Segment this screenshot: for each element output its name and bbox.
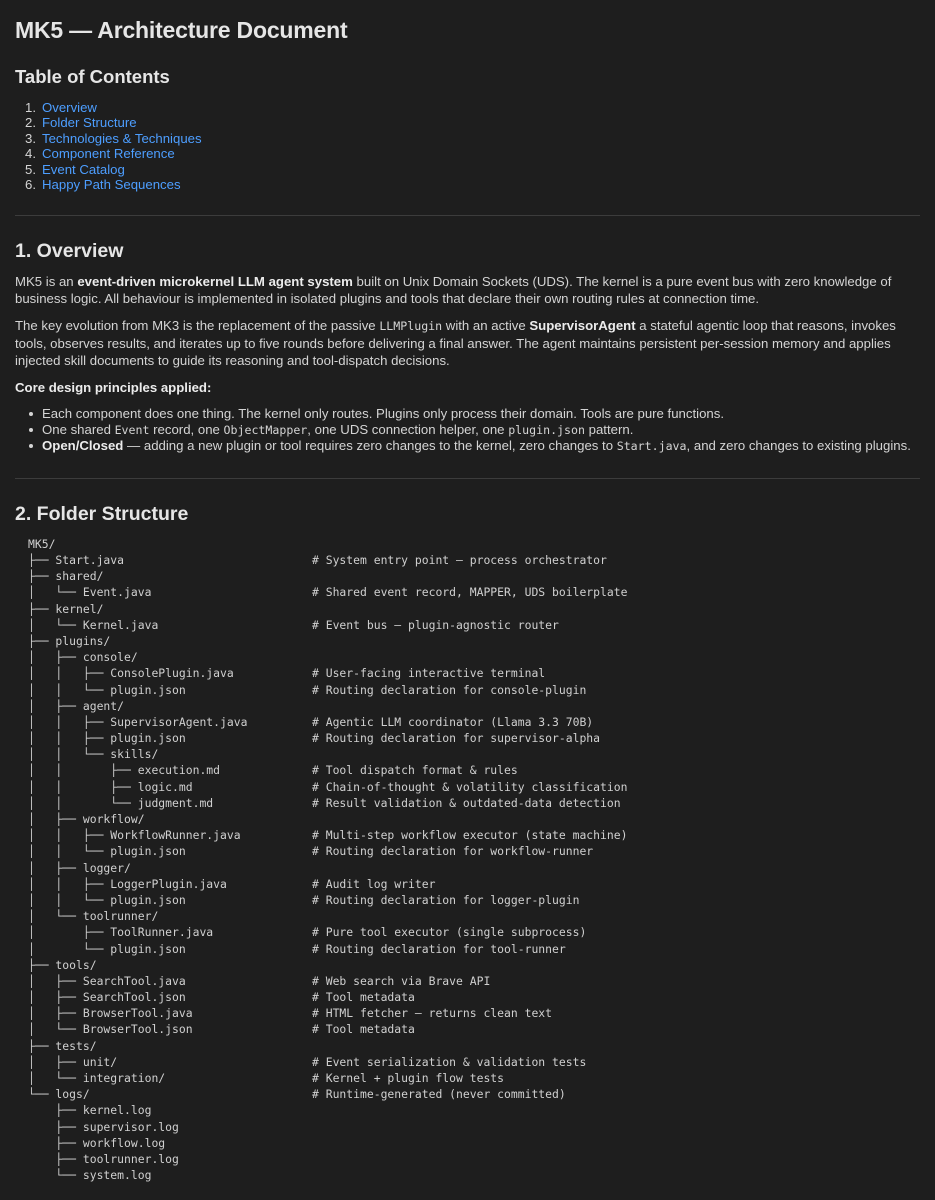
tree-comment: # Chain-of-thought & volatility classification xyxy=(312,779,628,794)
tree-row xyxy=(28,1021,920,1037)
text: , one UDS connection helper, one xyxy=(307,421,509,437)
tree-path: │ └── plugin.json xyxy=(28,941,186,956)
toc-link-folder-structure[interactable]: Folder Structure xyxy=(42,115,137,131)
tree-path: ├── workflow.log xyxy=(28,1135,166,1150)
tree-row xyxy=(28,682,920,698)
tree-row xyxy=(28,892,920,908)
tree-path: │ ├── SearchTool.java xyxy=(28,973,186,988)
tree-path: │ ├── unit/ xyxy=(28,1054,118,1069)
text: The key evolution from MK3 is the replacement of the passive xyxy=(15,318,380,334)
text: a stateful agentic loop that reasons, invokes tools, observes results, and iterates up to five rounds before delivering a final answer. The agent maintains persistent per-session memory and applies injected skill documents to guide its reasoning and tool-dispatch decisions. xyxy=(15,318,896,369)
tree-path: ├── tests/ xyxy=(28,1038,97,1053)
section-divider xyxy=(15,478,920,479)
tree-row xyxy=(28,941,920,957)
tree-row xyxy=(28,827,920,843)
tree-row xyxy=(28,908,920,924)
toc-link-happy-path[interactable]: Happy Path Sequences xyxy=(42,176,181,192)
overview-paragraph-1 xyxy=(15,273,920,307)
tree-path: └── logs/ xyxy=(28,1087,90,1102)
toc-item: 4. Component Reference xyxy=(25,146,175,162)
tree-row xyxy=(28,795,920,811)
inline-code: LLMPlugin xyxy=(379,319,443,334)
toc-link-overview[interactable]: Overview xyxy=(42,100,97,115)
bold-text: Open/Closed xyxy=(42,438,124,454)
tree-comment: # Agentic LLM coordinator (Llama 3.3 70B) xyxy=(312,714,594,729)
bold-text: event-driven microkernel LLM agent system xyxy=(77,274,353,290)
tree-row xyxy=(28,973,920,989)
text: record, one xyxy=(149,421,224,437)
tree-comment: # Result validation & outdated-data detection xyxy=(312,795,621,810)
tree-comment: # System entry point — process orchestrator xyxy=(312,553,607,568)
overview-paragraph-2 xyxy=(15,317,920,369)
tree-path: ├── shared/ xyxy=(28,569,104,584)
tree-path: │ │ └── plugin.json xyxy=(28,892,186,907)
tree-row xyxy=(28,1070,920,1086)
tree-path: ├── kernel/ xyxy=(28,601,104,616)
text: One shared xyxy=(42,421,115,437)
table-of-contents xyxy=(15,100,920,192)
tree-comment: # Event bus — plugin-agnostic router xyxy=(312,617,559,632)
tree-path: │ └── integration/ xyxy=(28,1071,166,1086)
tree-path: │ ├── logger/ xyxy=(28,860,131,875)
tree-row xyxy=(28,698,920,714)
tree-comment: # Kernel + plugin flow tests xyxy=(312,1071,505,1086)
tree-path: ├── tools/ xyxy=(28,957,97,972)
tree-row xyxy=(28,633,920,649)
tree-path: │ │ ├── logic.md xyxy=(28,779,193,794)
tree-row xyxy=(28,552,920,568)
tree-path: │ ├── ToolRunner.java xyxy=(28,925,214,940)
toc-item: 2. Folder Structure xyxy=(25,115,137,131)
text: pattern. xyxy=(584,421,634,437)
tree-comment: # Pure tool executor (single subprocess) xyxy=(312,925,587,940)
tree-path: └── system.log xyxy=(28,1168,152,1183)
tree-comment: # Shared event record, MAPPER, UDS boilerplate xyxy=(312,585,628,600)
toc-link-event-catalog[interactable]: Event Catalog xyxy=(42,161,125,177)
tree-row xyxy=(28,957,920,973)
tree-row xyxy=(28,1005,920,1021)
inline-code: Event xyxy=(114,422,150,437)
tree-path: ├── supervisor.log xyxy=(28,1119,179,1134)
tree-path: │ │ └── plugin.json xyxy=(28,682,186,697)
text: with an active xyxy=(442,318,530,334)
tree-path: │ │ ├── plugin.json xyxy=(28,731,186,746)
tree-row xyxy=(28,649,920,665)
tree-path: │ ├── BrowserTool.java xyxy=(28,1006,193,1021)
principle-item xyxy=(42,438,920,455)
bold-text: Core design principles applied: xyxy=(15,380,212,396)
tree-path: ├── kernel.log xyxy=(28,1103,152,1118)
tree-comment: # Multi-step workflow executor (state machine) xyxy=(312,828,628,843)
tree-path: │ │ └── judgment.md xyxy=(28,795,214,810)
toc-item: 6. Happy Path Sequences xyxy=(25,176,181,192)
tree-path: │ │ ├── execution.md xyxy=(28,763,221,778)
tree-path: │ └── BrowserTool.json xyxy=(28,1022,193,1037)
inline-code: plugin.json xyxy=(508,422,585,437)
tree-row xyxy=(28,989,920,1005)
principle-item: Each component does one thing. The kernel only routes. Plugins only process their domain. Tools are pure functions. xyxy=(42,406,920,422)
overview-heading: 1. Overview xyxy=(15,240,124,263)
text: — adding a new plugin or tool requires zero changes to the kernel, zero changes to xyxy=(123,438,617,454)
toc-link-component-reference[interactable]: Component Reference xyxy=(42,146,175,162)
tree-row xyxy=(28,843,920,859)
tree-row xyxy=(28,1038,920,1054)
tree-comment: # Web search via Brave API xyxy=(312,973,491,988)
bold-text: SupervisorAgent xyxy=(529,318,636,334)
page-title: MK5 — Architecture Document xyxy=(15,17,348,43)
inline-code: Start.java xyxy=(616,439,687,454)
tree-comment: # User-facing interactive terminal xyxy=(312,666,546,681)
tree-path: │ ├── console/ xyxy=(28,650,138,665)
inline-code: ObjectMapper xyxy=(223,422,308,437)
folder-tree xyxy=(15,536,920,1184)
tree-path: │ ├── workflow/ xyxy=(28,812,145,827)
text: , and zero changes to existing plugins. xyxy=(686,438,911,454)
tree-path: │ ├── agent/ xyxy=(28,698,125,713)
tree-comment: # Routing declaration for workflow-runner xyxy=(312,844,594,859)
section-divider xyxy=(15,215,920,216)
folder-structure-heading: 2. Folder Structure xyxy=(15,502,189,525)
tree-row xyxy=(28,601,920,617)
tree-row xyxy=(28,779,920,795)
tree-path: │ │ ├── WorkflowRunner.java xyxy=(28,828,241,843)
tree-path: │ │ └── plugin.json xyxy=(28,844,186,859)
tree-path: │ │ └── skills/ xyxy=(28,747,159,762)
principle-item xyxy=(42,422,920,439)
toc-item: 3. Technologies & Techniques xyxy=(25,130,202,146)
tree-comment: # HTML fetcher — returns clean text xyxy=(312,1006,553,1021)
tree-row xyxy=(28,584,920,600)
tree-comment: # Audit log writer xyxy=(312,876,436,891)
tree-row xyxy=(28,536,920,552)
tree-row xyxy=(28,1135,920,1151)
tree-path: │ └── Kernel.java xyxy=(28,617,159,632)
tree-row xyxy=(28,665,920,681)
tree-comment: # Runtime-generated (never committed) xyxy=(312,1087,566,1102)
tree-row xyxy=(28,1167,920,1183)
tree-row xyxy=(28,860,920,876)
tree-path: │ │ ├── LoggerPlugin.java xyxy=(28,876,227,891)
tree-path: │ │ ├── ConsolePlugin.java xyxy=(28,666,234,681)
toc-link-technologies[interactable]: Technologies & Techniques xyxy=(42,130,202,146)
tree-row xyxy=(28,1151,920,1167)
tree-comment: # Tool dispatch format & rules xyxy=(312,763,518,778)
tree-row xyxy=(28,746,920,762)
tree-comment: # Tool metadata xyxy=(312,1022,415,1037)
tree-comment: # Routing declaration for tool-runner xyxy=(312,941,566,956)
principles-list xyxy=(15,406,920,455)
tree-path: ├── plugins/ xyxy=(28,633,111,648)
toc-item: 1. Overview xyxy=(25,100,97,115)
tree-path: │ ├── SearchTool.json xyxy=(28,990,186,1005)
principles-heading xyxy=(15,379,920,396)
tree-row xyxy=(28,1086,920,1102)
tree-path: MK5/ xyxy=(28,536,56,551)
tree-row xyxy=(28,617,920,633)
tree-comment: # Routing declaration for logger-plugin xyxy=(312,892,580,907)
text: built on Unix Domain Sockets (UDS). The kernel is a pure event bus with zero knowledge of business logic. All behaviour is implemented in isolated plugins and tools that declare their own routing rules at connection time. xyxy=(15,274,892,307)
tree-comment: # Routing declaration for console-plugin xyxy=(312,682,587,697)
tree-row xyxy=(28,876,920,892)
tree-path: │ └── toolrunner/ xyxy=(28,909,159,924)
tree-path: ├── Start.java xyxy=(28,553,125,568)
tree-row xyxy=(28,811,920,827)
tree-row xyxy=(28,1119,920,1135)
tree-row xyxy=(28,762,920,778)
tree-row xyxy=(28,1054,920,1070)
tree-path: │ └── Event.java xyxy=(28,585,152,600)
tree-row xyxy=(28,568,920,584)
toc-heading: Table of Contents xyxy=(15,66,170,87)
tree-path: ├── toolrunner.log xyxy=(28,1151,179,1166)
tree-comment: # Routing declaration for supervisor-alpha xyxy=(312,731,601,746)
toc-item: 5. Event Catalog xyxy=(25,161,125,177)
tree-row xyxy=(28,924,920,940)
tree-path: │ │ ├── SupervisorAgent.java xyxy=(28,714,248,729)
tree-row xyxy=(28,714,920,730)
text: MK5 is an xyxy=(15,274,78,290)
tree-comment: # Tool metadata xyxy=(312,990,415,1005)
tree-row xyxy=(28,1102,920,1118)
tree-comment: # Event serialization & validation tests xyxy=(312,1054,587,1069)
tree-row xyxy=(28,730,920,746)
